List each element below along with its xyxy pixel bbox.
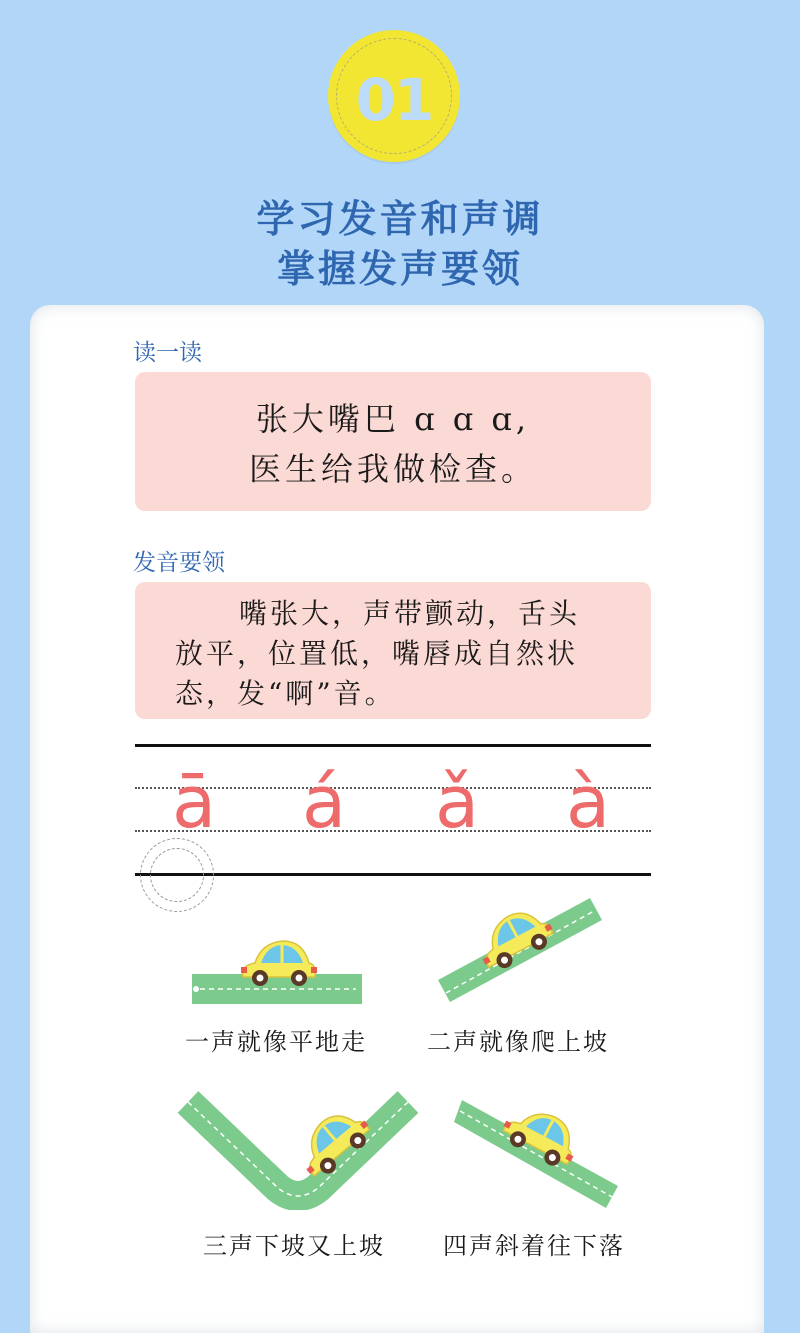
uphill-road-car-icon bbox=[430, 890, 610, 1010]
rhyme-box bbox=[135, 372, 651, 511]
tone-letter-first: ā bbox=[172, 760, 217, 844]
tips-line-2: 放平，位置低，嘴唇成自然状 bbox=[175, 637, 579, 670]
page-title-line1: 学习发音和声调 bbox=[256, 197, 544, 241]
valley-road-car-icon bbox=[168, 1080, 420, 1210]
tone-caption-first: 一声就像平地走 bbox=[185, 1028, 367, 1056]
rhyme-line-1: 张大嘴巴 ɑ ɑ ɑ, bbox=[255, 400, 531, 438]
read-section-label: 读一读 bbox=[133, 340, 202, 366]
pinyin-top-line bbox=[135, 744, 651, 747]
downhill-road-car-icon bbox=[450, 1090, 625, 1215]
tone-caption-third: 三声下坡又上坡 bbox=[203, 1232, 385, 1260]
tone-letter-fourth: à bbox=[566, 760, 611, 844]
tone-caption-fourth: 四声斜着往下落 bbox=[443, 1232, 625, 1260]
tips-line-1: 嘴张大，声带颤动，舌头 bbox=[239, 597, 581, 630]
badge-number: 01 bbox=[355, 66, 433, 134]
page-title-line2: 掌握发声要领 bbox=[276, 247, 523, 291]
decorative-circle-icon bbox=[140, 838, 214, 912]
rhyme-line-2: 医生给我做检查。 bbox=[248, 450, 537, 488]
tips-section-label: 发音要领 bbox=[133, 550, 225, 576]
tone-letter-second: á bbox=[302, 760, 347, 844]
flat-road-car-icon bbox=[188, 940, 368, 1008]
tone-caption-second: 二声就像爬上坡 bbox=[427, 1028, 609, 1056]
tone-letter-third: ǎ bbox=[435, 760, 480, 844]
section-number-badge bbox=[328, 30, 460, 162]
tips-line-3: 态，发“啊”音。 bbox=[175, 677, 396, 710]
pronunciation-tips-box bbox=[135, 582, 651, 719]
